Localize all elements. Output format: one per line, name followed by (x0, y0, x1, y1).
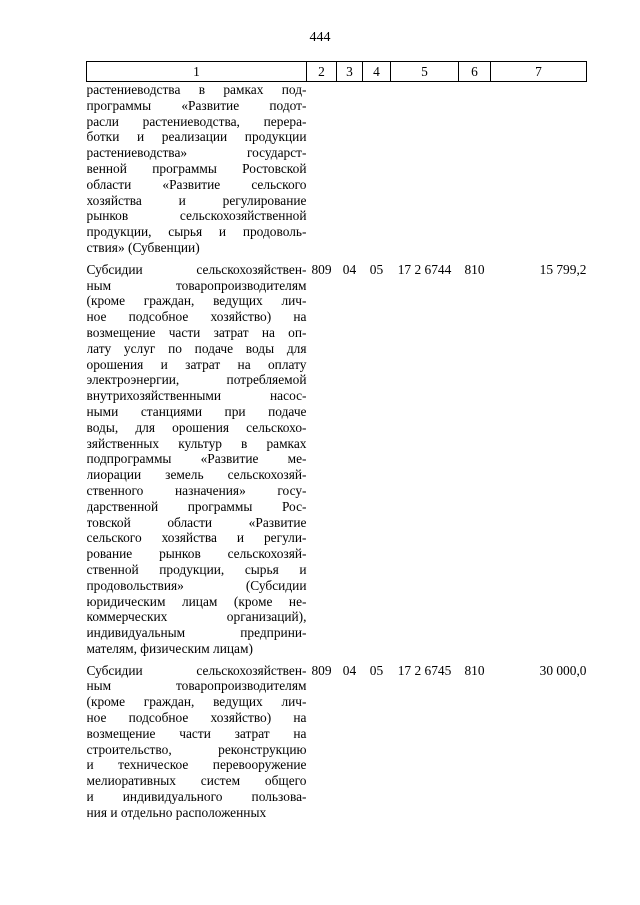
description-line: рование рынков сельскохозяй- (86, 546, 307, 562)
description-line: сельского хозяйства и регули- (86, 530, 307, 546)
target-article-code: 17 2 6745 (397, 662, 452, 678)
description-line: возмещение части затрат на (86, 725, 307, 741)
description-line: Субсидии сельскохозяйствен- (86, 662, 307, 678)
budget-table (86, 61, 587, 821)
table-row (87, 82, 587, 256)
header-col-1: 1 (87, 62, 307, 82)
description-line: товской области «Развитие (86, 514, 307, 530)
row-description (87, 262, 307, 657)
description-line: ботки и реализации продукции (86, 129, 307, 145)
description-line: лиорации земель сельскохозяй- (86, 467, 307, 483)
target-article-code: 17 2 6744 (397, 261, 452, 277)
description-line: мелиоративных систем общего (86, 773, 307, 789)
header-col-5: 5 (391, 62, 459, 82)
description-line: Субсидии сельскохозяйствен- (86, 261, 307, 277)
description-line: расли растениеводства, перера- (86, 113, 307, 129)
description-line: ным товаропроизводителям (86, 277, 307, 293)
description-line: продовольствия» (Субсидии (86, 577, 307, 593)
target-article-code (391, 82, 459, 256)
section-code: 04 (342, 261, 357, 277)
description-line: программы «Развитие подот- (86, 97, 307, 113)
description-line: растениеводства в рамках под- (86, 82, 307, 97)
description-line: ствия» (Субвенции) (86, 239, 200, 255)
description-line: продукции, сырья и продоволь- (86, 224, 307, 240)
section-code: 04 (342, 662, 357, 678)
section-code (337, 82, 363, 256)
expense-type-code: 810 (464, 662, 485, 678)
description-line: электроэнергии, потребляемой (86, 372, 307, 388)
table-row (87, 663, 587, 821)
header-row (87, 62, 587, 82)
description-line: возмещение части затрат на оп- (86, 324, 307, 340)
description-line: области «Развитие сельского (86, 176, 307, 192)
description-line: ственного назначения» госу- (86, 482, 307, 498)
description-line: ственной продукции, сырья и (86, 561, 307, 577)
header-col-4: 4 (363, 62, 391, 82)
ministry-code: 809 (311, 261, 332, 277)
description-line: ное подсобное хозяйство) на (86, 309, 307, 325)
amount-value: 15 799,2 (539, 261, 587, 277)
expense-type-code: 810 (464, 261, 485, 277)
description-line: юридическим лицам (кроме не- (86, 593, 307, 609)
ministry-code: 809 (311, 662, 332, 678)
description-line: хозяйства и регулирование (86, 192, 307, 208)
description-line: строительство, реконструкцию (86, 741, 307, 757)
table-row (87, 262, 587, 657)
amount-value: 30 000,0 (539, 662, 587, 678)
ministry-code (307, 82, 337, 256)
description-line: ными станциями при подаче (86, 403, 307, 419)
description-line: и индивидуального пользова- (86, 789, 307, 805)
description-line: коммерческих организаций), (86, 609, 307, 625)
header-col-7: 7 (491, 62, 587, 82)
expense-type-code (459, 82, 491, 256)
subsection-code: 05 (369, 261, 384, 277)
description-line: лату услуг по подаче воды для (86, 340, 307, 356)
description-line: рынков сельскохозяйственной (86, 208, 307, 224)
description-line: ное подсобное хозяйство) на (86, 710, 307, 726)
description-line: венной программы Ростовской (86, 160, 307, 176)
row-description (87, 663, 307, 821)
description-line: воды, для орошения сельскохо- (86, 419, 307, 435)
row-description (87, 82, 307, 256)
description-line: зяйственных культур в рамках (86, 435, 307, 451)
description-line: и техническое перевооружение (86, 757, 307, 773)
subsection-code: 05 (369, 662, 384, 678)
description-line: ным товаропроизводителям (86, 678, 307, 694)
description-line: мателям, физическим лицам) (86, 640, 253, 656)
description-line: индивидуальным предприни- (86, 625, 307, 641)
amount-value (491, 82, 587, 256)
description-line: (кроме граждан, ведущих лич- (86, 694, 307, 710)
description-line: подпрограммы «Развитие ме- (86, 451, 307, 467)
header-col-6: 6 (459, 62, 491, 82)
description-line: растениеводства» государст- (86, 145, 307, 161)
description-line: (кроме граждан, ведущих лич- (86, 293, 307, 309)
subsection-code (363, 82, 391, 256)
description-line: внутрихозяйственными насос- (86, 388, 307, 404)
description-line: дарственной программы Рос- (86, 498, 307, 514)
page-number: 444 (309, 30, 331, 45)
header-col-3: 3 (337, 62, 363, 82)
header-col-2: 2 (307, 62, 337, 82)
description-line: орошения и затрат на оплату (86, 356, 307, 372)
description-line: ния и отдельно расположенных (86, 804, 267, 820)
